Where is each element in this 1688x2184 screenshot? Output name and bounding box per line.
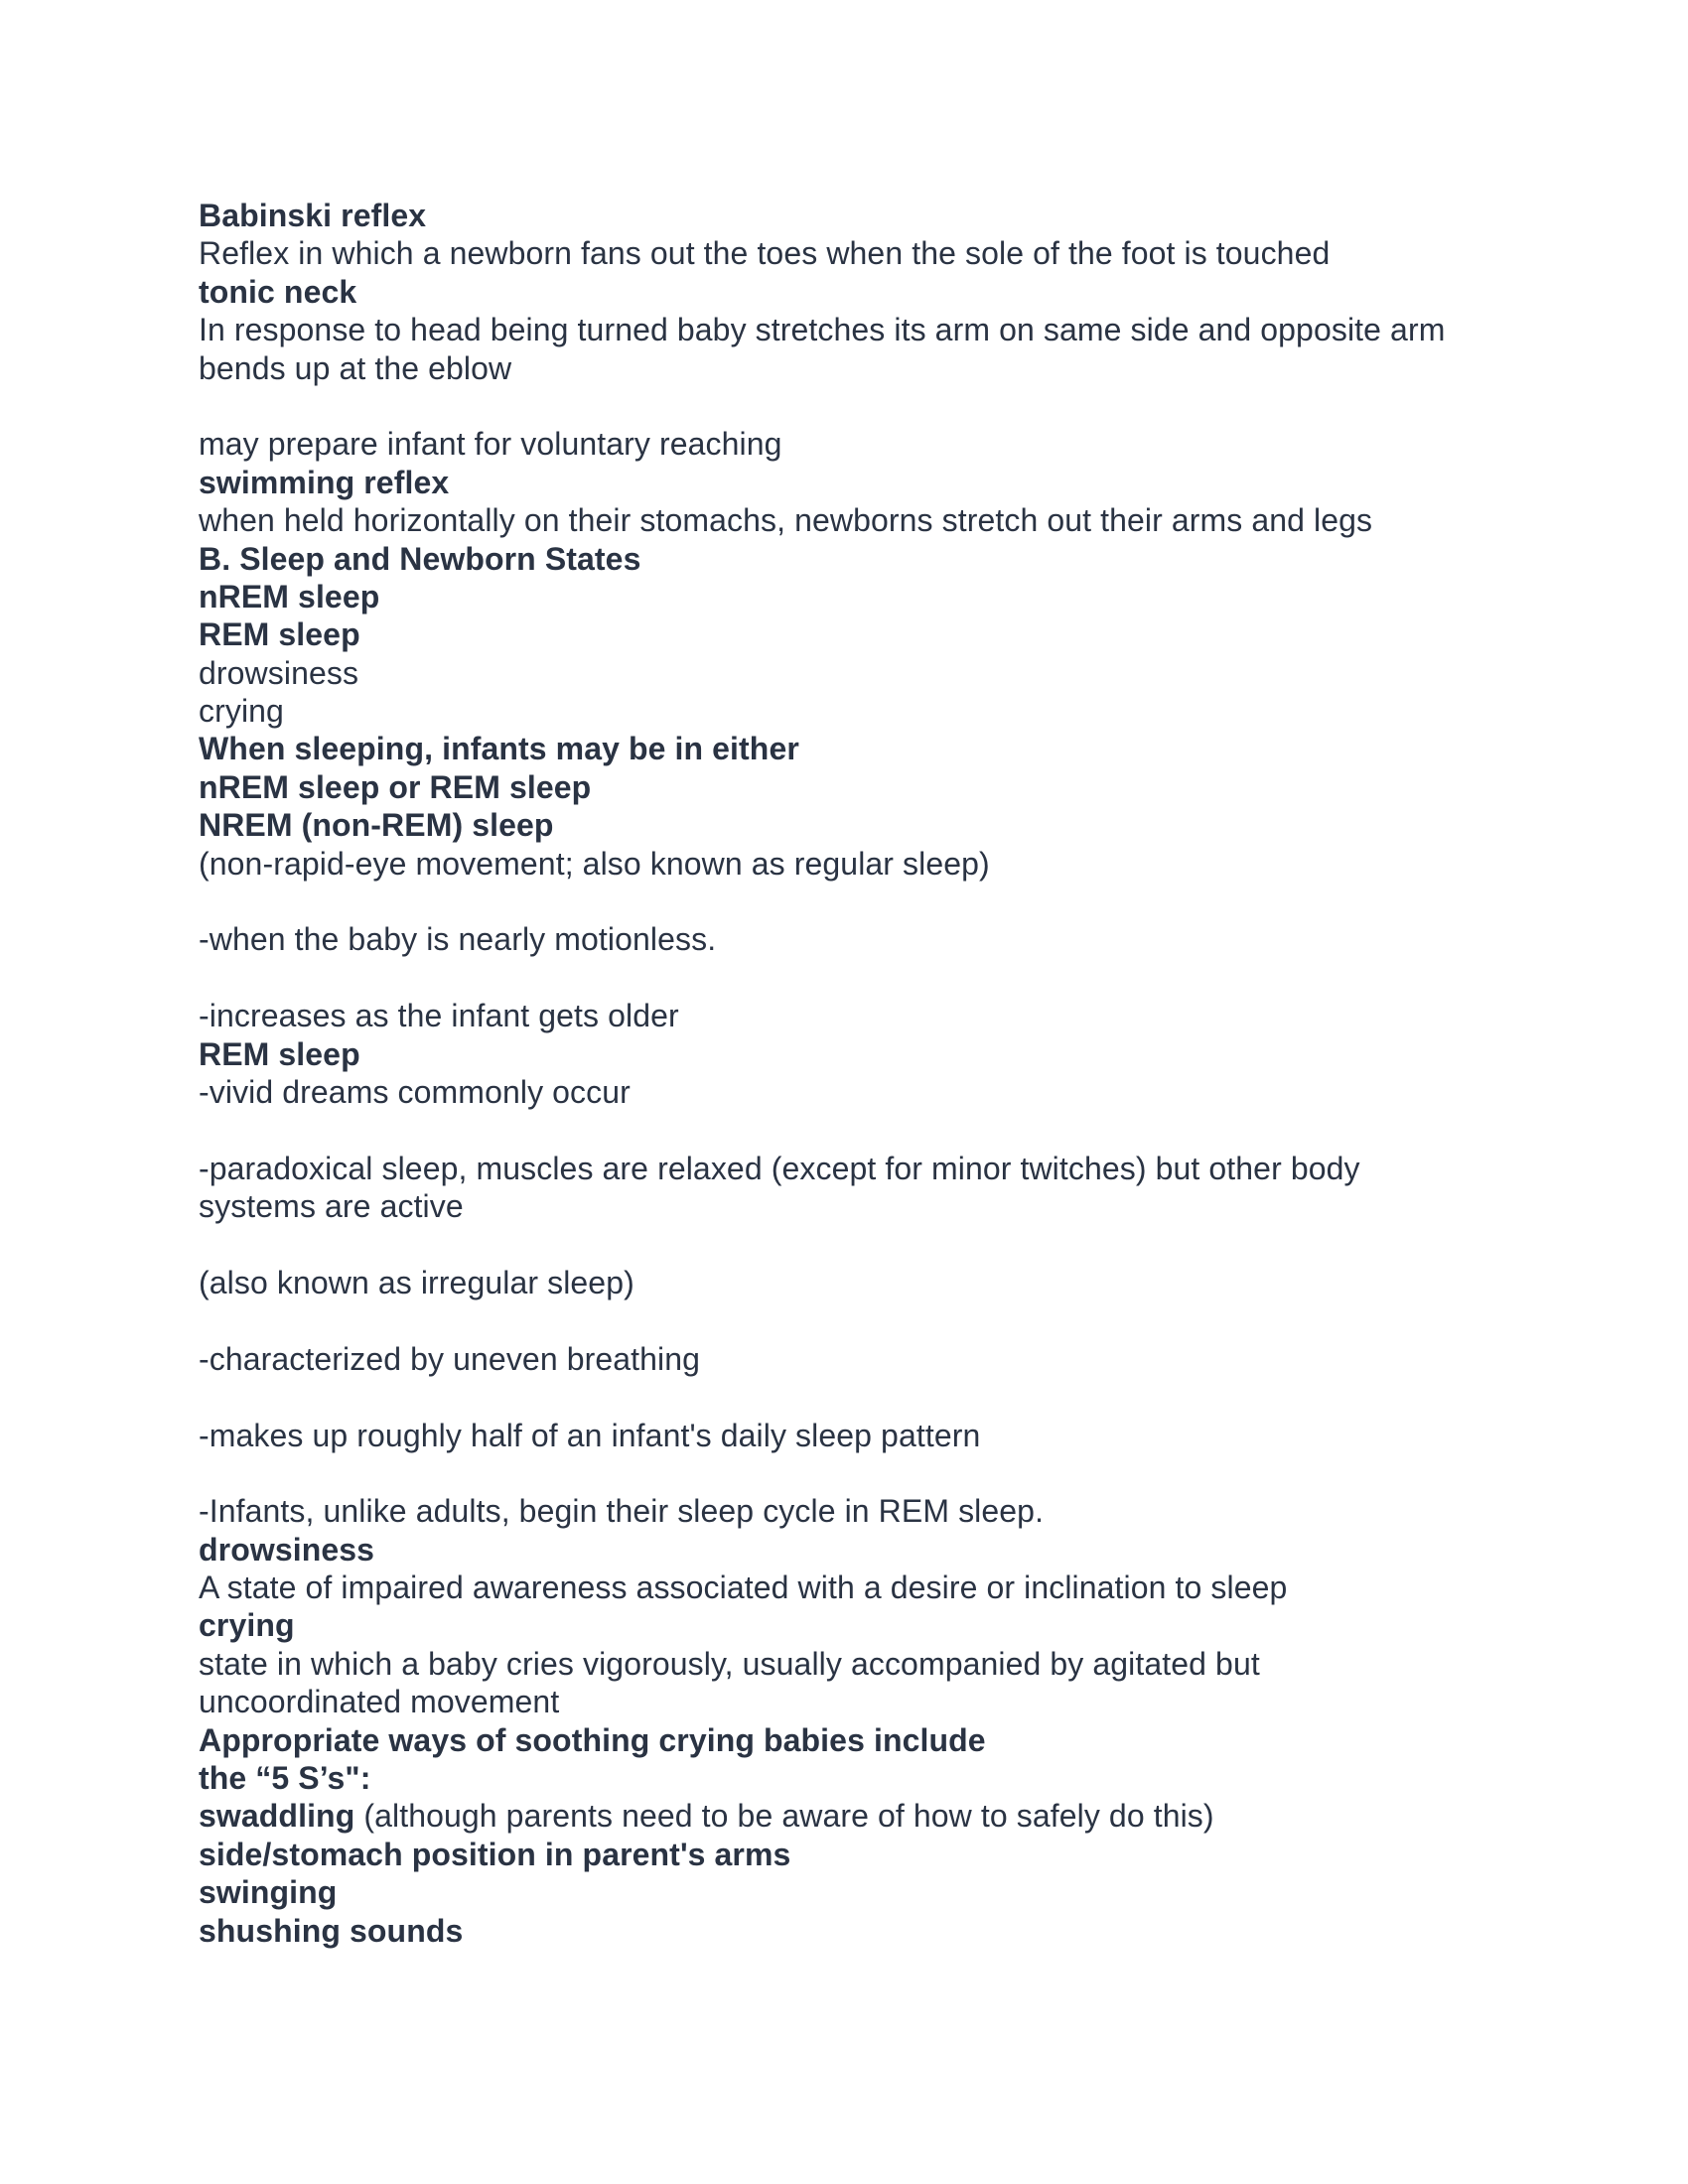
blank-line (199, 1226, 1489, 1264)
bold-text-segment: shushing sounds (199, 1912, 464, 1949)
bold-text-segment: tonic neck (199, 273, 357, 310)
text-line (199, 1417, 1489, 1454)
text-segment: -vivid dreams commonly occur (199, 1073, 631, 1110)
bold-text-segment: NREM (non-REM) sleep (199, 807, 554, 844)
text-line (199, 464, 1489, 501)
text-line (199, 1606, 1489, 1644)
blank-line (199, 1378, 1489, 1416)
blank-line (199, 883, 1489, 920)
bold-text-segment: swaddling (199, 1798, 355, 1835)
text-segment: drowsiness (199, 654, 359, 691)
text-line (199, 578, 1489, 615)
text-segment: -Infants, unlike adults, begin their sleep cycle in REM sleep. (199, 1493, 1045, 1530)
text-segment: bends up at the eblow (199, 349, 512, 386)
text-line (199, 1150, 1489, 1187)
text-line (199, 692, 1489, 730)
text-segment: when held horizontally on their stomachs, newborns stretch out their arms and legs (199, 502, 1373, 539)
text-line (199, 1073, 1489, 1111)
bold-text-segment: nREM sleep (199, 578, 380, 614)
text-line (199, 197, 1489, 234)
text-segment: uncoordinated movement (199, 1684, 560, 1720)
text-line (199, 540, 1489, 578)
text-segment: -increases as the infant gets older (199, 998, 679, 1034)
text-segment: state in which a baby cries vigorously, usually accompanied by agitated but (199, 1645, 1260, 1682)
text-line (199, 1340, 1489, 1378)
text-line (199, 654, 1489, 692)
blank-line (199, 1454, 1489, 1492)
bold-text-segment: swinging (199, 1874, 338, 1911)
text-line (199, 1797, 1489, 1835)
text-line (199, 1492, 1489, 1530)
bold-text-segment: the “5 S’s": (199, 1760, 371, 1797)
text-line (199, 845, 1489, 883)
text-line (199, 1264, 1489, 1301)
text-segment: -makes up roughly half of an infant's daily sleep pattern (199, 1417, 981, 1453)
text-line (199, 1721, 1489, 1759)
text-line (199, 311, 1489, 348)
bold-text-segment: drowsiness (199, 1531, 375, 1568)
bold-text-segment: crying (199, 1607, 295, 1644)
text-line (199, 1759, 1489, 1797)
text-segment: Reflex in which a newborn fans out the toes when the sole of the foot is touched (199, 235, 1331, 272)
text-segment: systems are active (199, 1188, 464, 1225)
text-line (199, 997, 1489, 1034)
bold-text-segment: swimming reflex (199, 464, 450, 500)
text-line (199, 768, 1489, 806)
bold-text-segment: nREM sleep or REM sleep (199, 768, 592, 805)
text-line (199, 1187, 1489, 1225)
text-segment: In response to head being turned baby stretches its arm on same side and opposite arm (199, 312, 1446, 348)
blank-line (199, 387, 1489, 425)
text-segment: -when the baby is nearly motionless. (199, 921, 717, 958)
text-line (199, 1569, 1489, 1606)
text-line (199, 615, 1489, 653)
text-line (199, 1683, 1489, 1720)
text-line (199, 1531, 1489, 1569)
bold-text-segment: When sleeping, infants may be in either (199, 731, 799, 767)
text-segment: (also known as irregular sleep) (199, 1264, 634, 1300)
text-line (199, 1836, 1489, 1873)
text-segment: (non-rapid-eye movement; also known as regular sleep) (199, 845, 990, 882)
text-line (199, 234, 1489, 272)
bold-text-segment: REM sleep (199, 616, 360, 653)
text-line (199, 730, 1489, 767)
text-segment: -paradoxical sleep, muscles are relaxed (except for minor twitches) but other body (199, 1150, 1360, 1186)
text-line (199, 1035, 1489, 1073)
text-segment: crying (199, 693, 284, 730)
text-line (199, 1873, 1489, 1911)
blank-line (199, 959, 1489, 997)
text-line (199, 1912, 1489, 1950)
text-line (199, 273, 1489, 311)
bold-text-segment: Babinski reflex (199, 198, 427, 233)
text-line (199, 349, 1489, 387)
bold-text-segment: Appropriate ways of soothing crying babies include (199, 1721, 986, 1758)
blank-line (199, 1301, 1489, 1339)
text-line (199, 425, 1489, 463)
bold-text-segment: B. Sleep and Newborn States (199, 540, 641, 577)
text-line (199, 806, 1489, 844)
text-line (199, 501, 1489, 539)
document-lines (199, 197, 1489, 1950)
text-segment: A state of impaired awareness associated with a desire or inclination to sleep (199, 1570, 1288, 1606)
text-line (199, 1645, 1489, 1683)
blank-line (199, 1111, 1489, 1149)
bold-text-segment: side/stomach position in parent's arms (199, 1836, 791, 1872)
text-segment: (although parents need to be aware of how to safely do this) (354, 1798, 1214, 1835)
text-line (199, 920, 1489, 958)
text-segment: -characterized by uneven breathing (199, 1340, 701, 1377)
bold-text-segment: REM sleep (199, 1035, 360, 1072)
text-segment: may prepare infant for voluntary reaching (199, 426, 782, 463)
